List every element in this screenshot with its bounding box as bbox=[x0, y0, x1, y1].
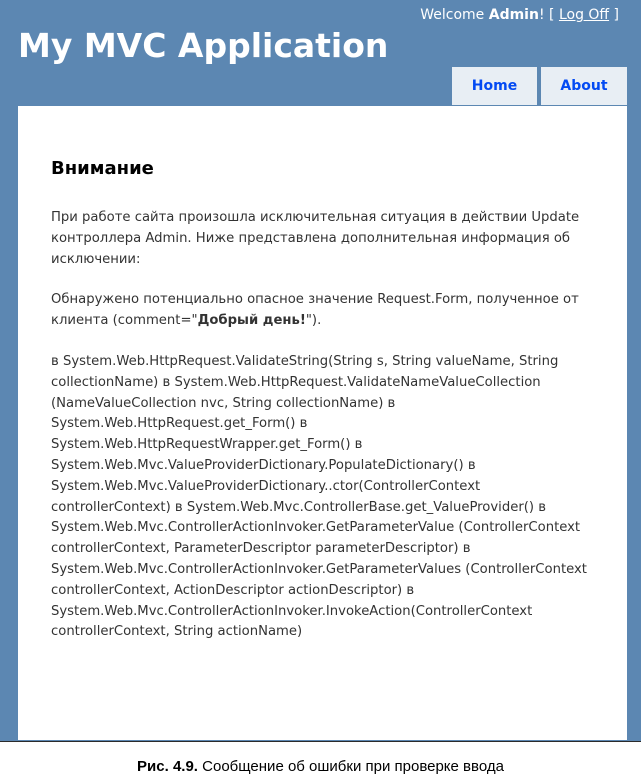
user-name: Admin bbox=[488, 7, 539, 23]
error-intro: При работе сайта произошла исключительная ситуация в действии Update контроллера Admin. Ниже представлена дополнительная информация об исключении: bbox=[51, 210, 580, 267]
error-message-value: Добрый день! bbox=[197, 313, 306, 329]
error-message-prefix: Обнаружено потенциально опасное значение Request.Form, полученное от клиента (comment=" bbox=[51, 292, 579, 329]
figure-label: Рис. 4.9. bbox=[137, 758, 198, 775]
error-heading: Внимание bbox=[51, 158, 154, 179]
menu-home-tab[interactable]: Home bbox=[452, 67, 537, 105]
main-menu bbox=[452, 67, 627, 105]
error-message-suffix: "). bbox=[305, 313, 322, 329]
stack-trace: в System.Web.HttpRequest.ValidateString(String s, String valueName, String collectionName) в System.Web.HttpRequest.ValidateNameValueCollection (NameValueCollection nvc, String collectionName) в System.Web.HttpRequest.get_Form() в System.Web.HttpRequestWrapper.get_Form() в System.Web.Mvc.ValueProviderDictionary.PopulateDictionary() в System.Web.Mvc.ValueProviderDictionary..ctor(ControllerContext controllerContext) в System.Web.Mvc.ControllerBase.get_ValueProvider() в System.Web.Mvc.ControllerActionInvoker.GetParameterValue (ControllerContext controllerContext, ParameterDescriptor parameterDescriptor) в System.Web.Mvc.ControllerActionInvoker.GetParameterValues (ControllerContext controllerContext, ActionDescriptor actionDescriptor) в System.Web.Mvc.ControllerActionInvoker.InvokeAction(ControllerContext controllerContext, String actionName) bbox=[51, 353, 587, 640]
login-display bbox=[420, 7, 619, 23]
log-off-link[interactable]: Log Off bbox=[558, 7, 610, 23]
figure-caption-text: Сообщение об ошибки при проверке ввода bbox=[197, 758, 504, 775]
figure-caption bbox=[0, 758, 641, 775]
error-message bbox=[51, 290, 593, 332]
site-title: My MVC Application bbox=[18, 26, 389, 65]
bracket-open: [ bbox=[549, 7, 555, 23]
bracket-close: ] bbox=[613, 7, 619, 23]
welcome-text: Welcome bbox=[420, 7, 485, 23]
welcome-exclamation: ! bbox=[538, 7, 545, 23]
menu-about-tab[interactable]: About bbox=[541, 67, 627, 105]
main-content bbox=[18, 106, 627, 740]
